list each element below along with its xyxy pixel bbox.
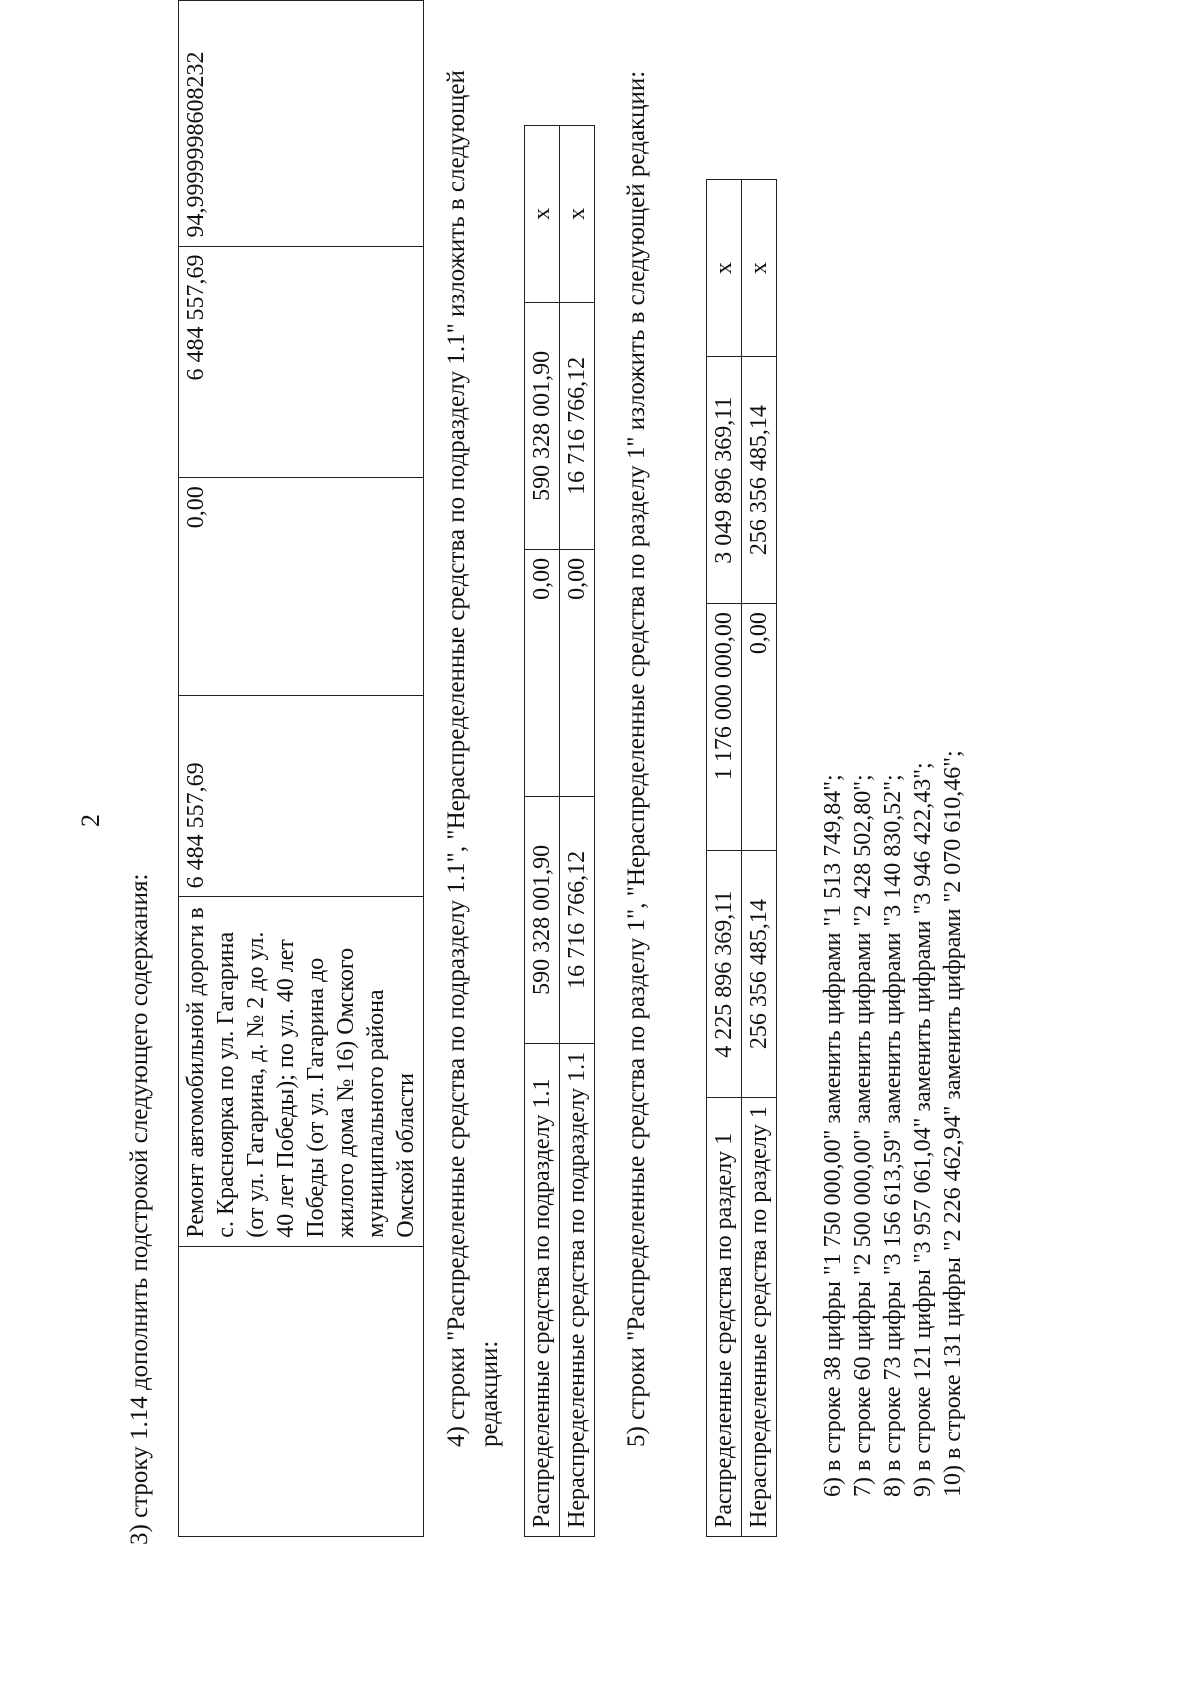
table-cell-value: 16 716 766,12 bbox=[560, 302, 595, 549]
table-cell-value: 0,00 bbox=[560, 549, 595, 796]
item3-intro: 3) строку 1.14 дополнить подстрокой следующего содержания: bbox=[126, 873, 153, 1545]
table-cell-regional: 0,00 bbox=[179, 478, 424, 695]
table-row bbox=[742, 180, 777, 1537]
table-cell-value: 0,00 bbox=[525, 549, 560, 796]
table-cell-percent: 94,9999998608232 bbox=[179, 1, 424, 247]
table-cell-label: Распределенные средства по разделу 1 bbox=[707, 1098, 742, 1537]
section-totals-table bbox=[706, 179, 777, 1537]
table-cell-value: 256 356 485,14 bbox=[742, 851, 777, 1098]
table-cell-road-name: Ремонт автомобильной дороги в с. Красноярка по ул. Гагарина (от ул. Гагарина, д. № 2 до ул. 40 лет Победы); по ул. 40 лет Победы (от ул. Гагарина до жилого дома № 16) Омского муниципального района Омской области bbox=[179, 897, 424, 1246]
list-item: 9) в строке 121 цифры "3 957 061,04" заменить цифрами "3 946 422,43"; bbox=[910, 762, 936, 1497]
table-cell-label: Нераспределенные средства по разделу 1 bbox=[742, 1098, 777, 1537]
table-cell-value: 3 049 896 369,11 bbox=[707, 357, 742, 604]
table-cell-label: Нераспределенные средства по подразделу 1.1 bbox=[560, 1043, 595, 1536]
table-cell-local: 6 484 557,69 bbox=[179, 246, 424, 478]
list-item: 8) в строке 73 цифры "3 156 613,59" заменить цифрами "3 140 830,52"; bbox=[880, 774, 906, 1497]
table-cell-mark: х bbox=[560, 125, 595, 302]
table-cell-label: Распределенные средства по подразделу 1.1 bbox=[525, 1043, 560, 1536]
table-cell-empty bbox=[179, 1246, 424, 1536]
item5-text: 5) строки "Распределенные средства по разделу 1", "Нераспределенные средства по разделу 1" изложить в следующей редакции: bbox=[623, 70, 650, 1447]
table-cell-mark: х bbox=[525, 125, 560, 302]
table-cell-value: 590 328 001,90 bbox=[525, 796, 560, 1043]
table-row bbox=[707, 180, 742, 1537]
page-number: 2 bbox=[76, 814, 105, 827]
change-list bbox=[818, 750, 968, 1497]
list-item: 7) в строке 60 цифры "2 500 000,00" заменить цифрами "2 428 502,80"; bbox=[850, 774, 876, 1497]
table-row bbox=[560, 125, 595, 1536]
table-cell-value: 1 176 000 000,00 bbox=[707, 604, 742, 851]
table-row bbox=[525, 125, 560, 1536]
added-row-table bbox=[178, 0, 424, 1537]
table-cell-total: 6 484 557,69 bbox=[179, 695, 424, 897]
table-cell-value: 4 225 896 369,11 bbox=[707, 851, 742, 1098]
table-cell-value: 16 716 766,12 bbox=[560, 796, 595, 1043]
list-item: 6) в строке 38 цифры "1 750 000,00" заменить цифрами "1 513 749,84"; bbox=[820, 774, 846, 1497]
table-cell-value: 590 328 001,90 bbox=[525, 302, 560, 549]
table-cell-value: 0,00 bbox=[742, 604, 777, 851]
list-item: 10) в строке 131 цифры "2 226 462,94" заменить цифрами "2 070 610,46"; bbox=[940, 750, 966, 1497]
table-cell-mark: х bbox=[742, 180, 777, 357]
table-row bbox=[179, 1, 424, 1537]
table-cell-value: 256 356 485,14 bbox=[742, 357, 777, 604]
item4-text: 4) строки "Распределенные средства по подразделу 1.1", "Нераспределенные средства по подразделу 1.1" изложить в следующей редакции: bbox=[443, 70, 503, 1447]
table-cell-mark: х bbox=[707, 180, 742, 357]
subsection-totals-table bbox=[524, 125, 595, 1537]
